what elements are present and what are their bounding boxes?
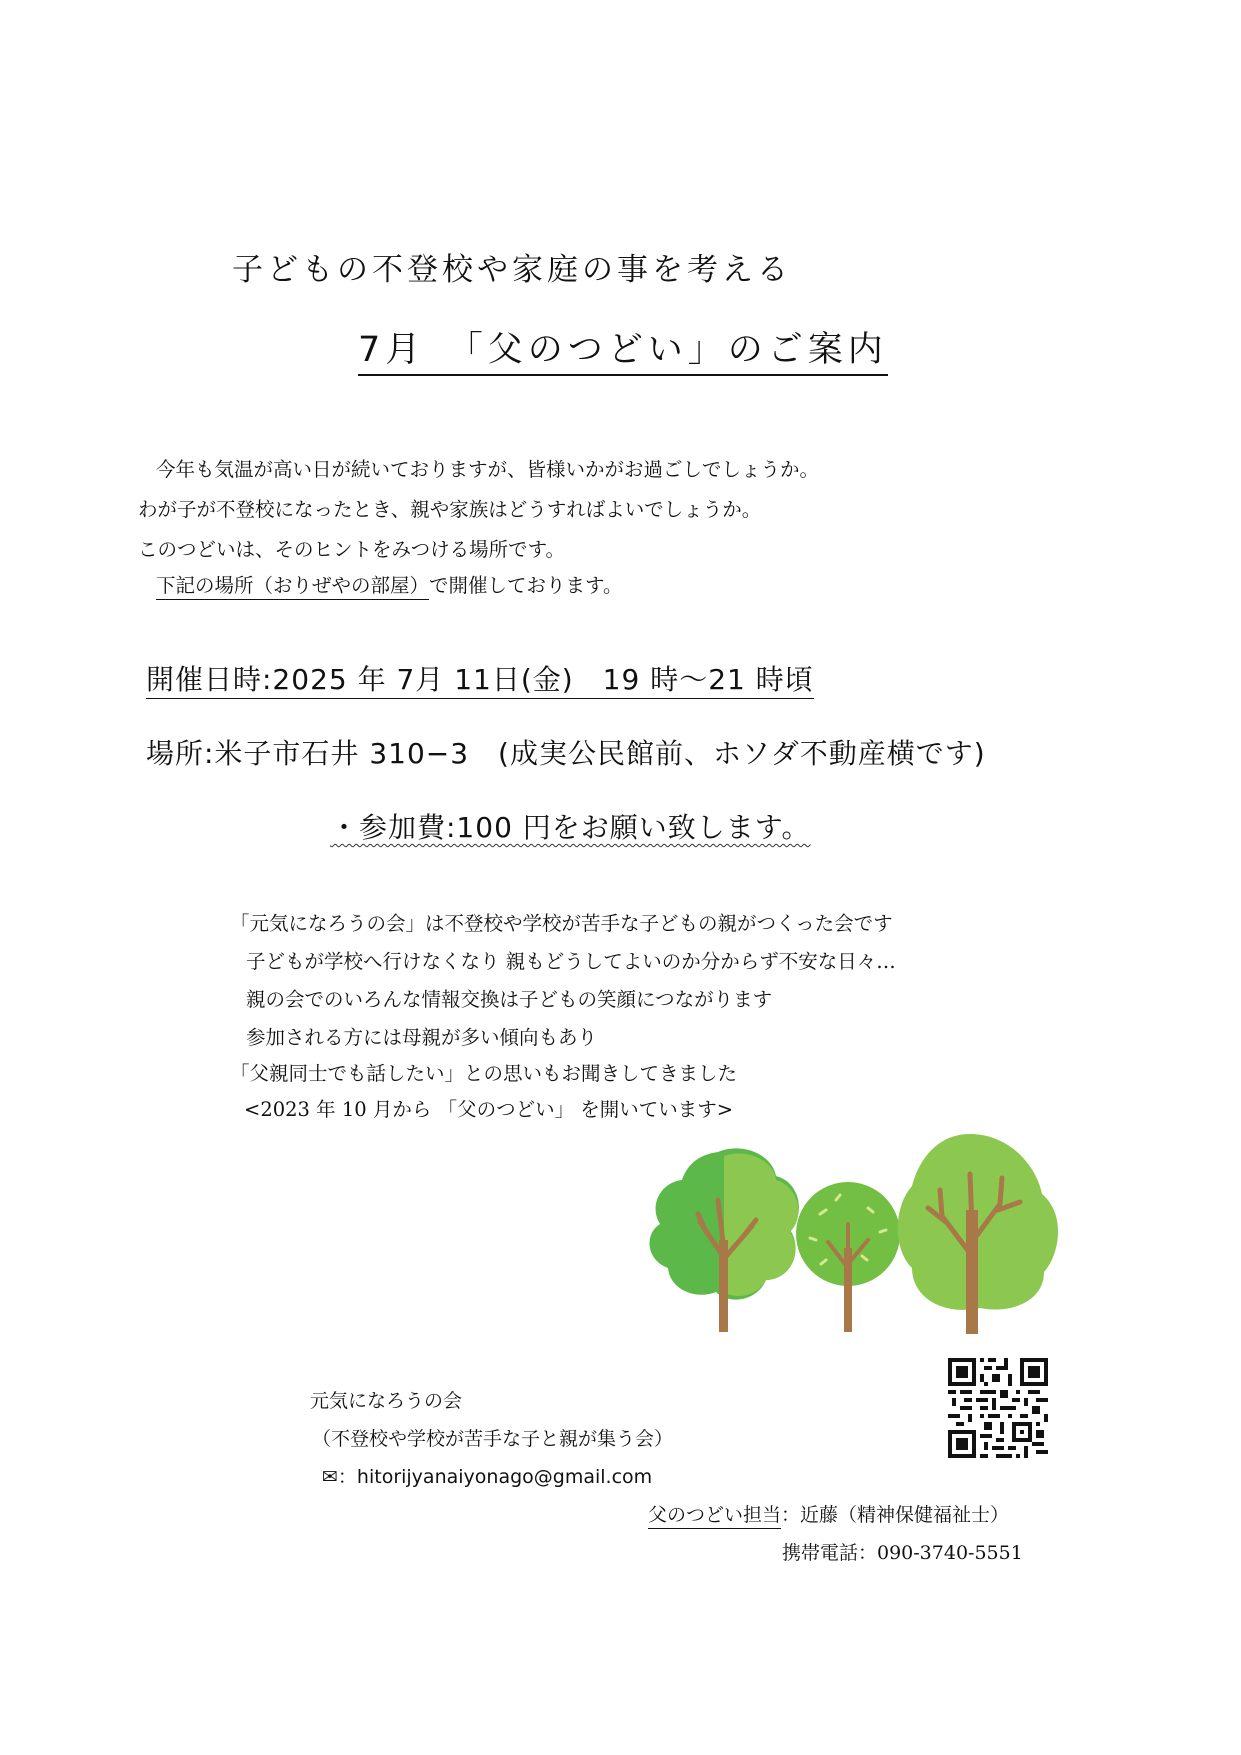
intro-line-2: わが子が不登校になったとき、親や家族はどうすればよいでしょうか。	[138, 498, 762, 521]
organization-name: 元気になろうの会	[310, 1390, 463, 1412]
tree-left	[650, 1148, 799, 1332]
contact-role: 父のつどい担当	[648, 1504, 781, 1529]
event-fee: ・参加費:100 円をお願い致します。	[330, 811, 811, 844]
event-place: 場所:米子市石井 310−3 (成実公民館前、ホソダ不動産横です)	[146, 737, 986, 770]
intro-line-4	[156, 570, 622, 598]
contact-person	[648, 1500, 1009, 1527]
about-line-3: 親の会でのいろんな情報交換は子どもの笑顔につながります	[246, 988, 773, 1011]
trees-illustration	[640, 1130, 1070, 1350]
venue-rest: で開催しております。	[429, 574, 623, 597]
contact-name: ：近藤（精神保健福祉士）	[781, 1504, 1010, 1526]
page-title: 7月 「父のつどい」のご案内	[358, 322, 888, 376]
contact-phone: 携帯電話：090-3740-5551	[782, 1542, 1023, 1564]
venue-underlined: 下記の場所（おりぜやの部屋）	[156, 574, 429, 600]
about-line-6: <2023 年 10 月から 「父のつどい」 を開いています>	[244, 1098, 734, 1121]
envelope-icon: ✉	[322, 1466, 338, 1488]
qr-code	[948, 1358, 1048, 1458]
email-link[interactable]: ：hitorijyanaiyonago@gmail.com	[337, 1466, 653, 1488]
subtitle: 子どもの不登校や家庭の事を考える	[232, 252, 792, 288]
intro-line-3: このつどいは、そのヒントをみつける場所です。	[138, 538, 566, 561]
intro-line-1: 今年も気温が高い日が続いておりますが、皆様いかがお過ごしでしょうか。	[156, 458, 820, 481]
email-row	[322, 1462, 652, 1489]
event-datetime: 開催日時:2025 年 7月 11日(金) 19 時～21 時頃	[146, 658, 814, 698]
tree-middle	[796, 1182, 900, 1332]
about-line-4: 参加される方には母親が多い傾向もあり	[246, 1026, 598, 1049]
about-line-2: 子どもが学校へ行けなくなり 親もどうしてよいのか分からず不安な日々…	[246, 950, 896, 973]
about-line-1: 「元気になろうの会」は不登校や学校が苦手な子どもの親がつくった会です	[230, 912, 893, 935]
tree-right	[898, 1134, 1058, 1334]
about-line-5: 「父親同士でも話したい」との思いもお聞きしてきました	[230, 1062, 738, 1085]
organization-description: （不登校や学校が苦手な子と親が集う会）	[312, 1428, 674, 1450]
